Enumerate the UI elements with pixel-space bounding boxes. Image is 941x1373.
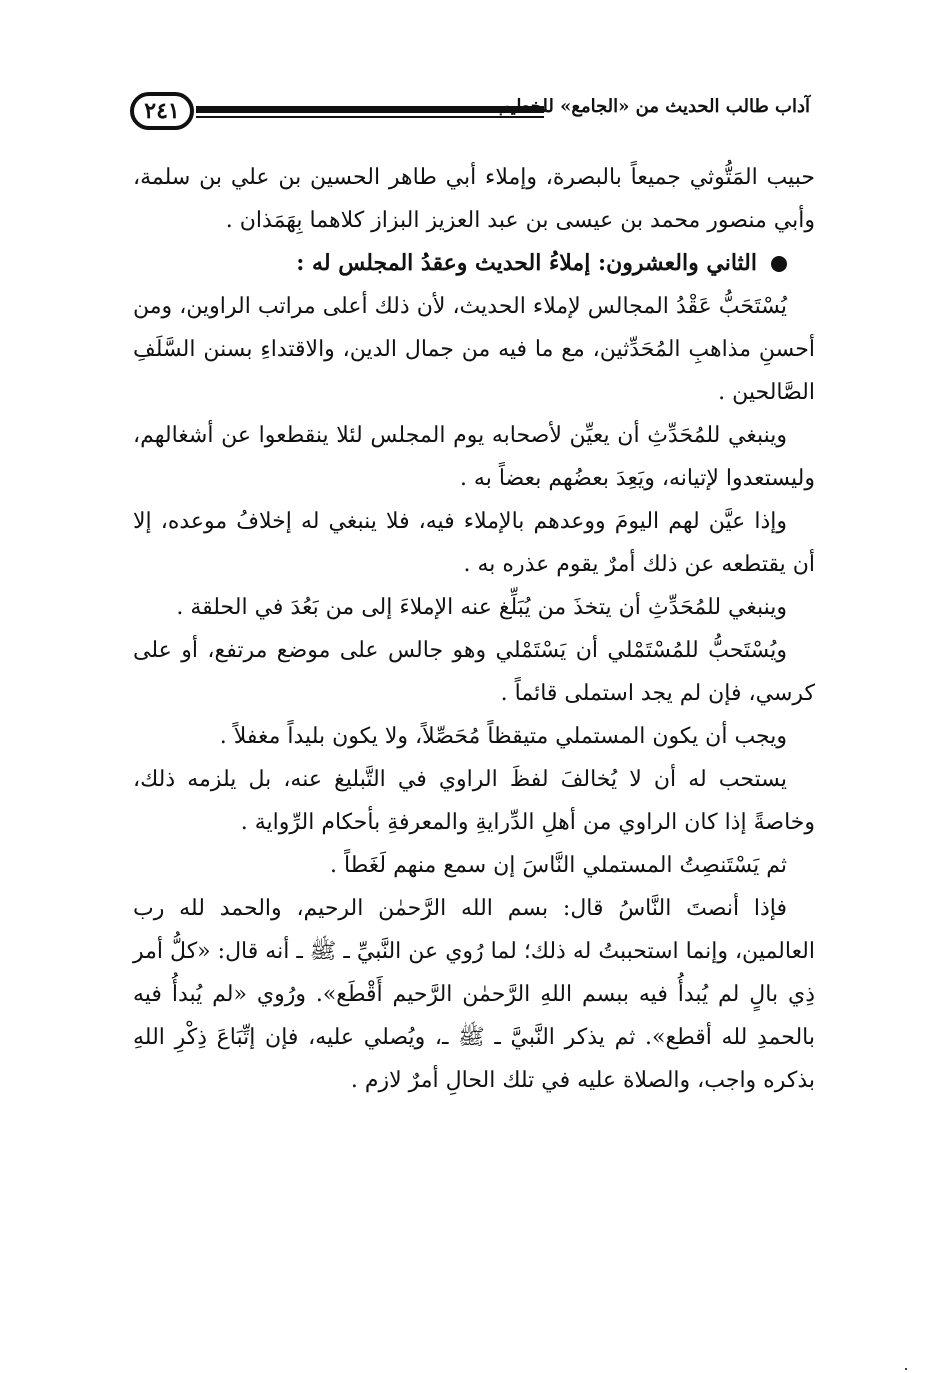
paragraph: ويجب أن يكون المستملي متيقظاً مُحَصِّلاً، ولا يكون بليداً مغفلاً . — [219, 724, 787, 749]
paragraph: وينبغي للمُحَدِّثِ أن يعيِّن لأصحابه يوم المجلس لئلا ينقطعوا عن أشغالهم، وليستعدوا لإتيانه، ويَعِدَ بعضُهم بعضاً به . — [133, 423, 815, 491]
paragraph: حبيب المَتُّوثي جميعاً بالبصرة، وإملاء أبي طاهر الحسين بن علي بن سلمة، وأبي منصور محمد بن عيسى بن عبد العزيز البزاز كلاهما بِهَمَذان . — [133, 165, 815, 233]
paragraph: ويُسْتَحبُّ للمُسْتَمْلي أن يَسْتَمْلي وهو جالس على موضع مرتفع، أو على كرسي، فإن لم يجد استملى قائماً . — [133, 638, 815, 706]
section-heading — [133, 242, 815, 285]
bullet-icon — [771, 256, 787, 272]
paragraph: فإذا أنصتَ النَّاسُ قال: بسم الله الرَّحمٰن الرحيم، والحمد لله رب العالمين، وإنما استحببتُ له ذلك؛ لما رُوي عن النَّبيِّ ـ ﷺ ـ أنه قال: «كلُّ أمر ذِي بالٍ لم يُبدأُ فيه ببسم اللهِ الرَّحمٰن الرَّحيم أَقْطَع». ورُوي «لم يُبدأُ فيه بالحمدِ لله أقطع». ثم يذكر النَّبيَّ ـ ﷺ ـ، ويُصلي عليه، فإن إتِّبَاعَ ذِكْرِ اللهِ بذكره واجب، والصلاة عليه في تلك الحالِ أمرٌ لازم . — [133, 896, 815, 1093]
paragraph: ثم يَسْتَنصِتُ المستملي النَّاسَ إن سمع منهم لَغَطاً . — [330, 853, 787, 878]
header-rule — [196, 106, 544, 120]
paragraph: يُسْتَحَبُّ عَقْدُ المجالس لإملاء الحديث، لأن ذلك أعلى مراتب الراوين، ومن أحسنِ مذاهبِ المُحَدِّثين، مع ما فيه من جمال الدين، والاقتداءِ بسنن السَّلَفِ الصَّالحين . — [133, 294, 815, 405]
scan-speck — [905, 1368, 907, 1370]
section-heading-text: الثاني والعشرون: إملاءُ الحديث وعقدُ المجلس له : — [296, 250, 757, 276]
page-number-text: ٢٤١ — [144, 98, 180, 124]
paragraph: وينبغي للمُحَدِّثِ أن يتخذَ من يُبَلِّغ عنه الإملاءَ إلى من بَعُدَ في الحلقة . — [176, 595, 787, 620]
page-header — [130, 88, 810, 138]
page-number — [130, 92, 194, 130]
header-rule-thin — [196, 116, 544, 118]
paragraph: وإذا عيَّن لهم اليومَ ووعدهم بالإملاء فيه، فلا ينبغي له إخلافُ موعده، إلا أن يقتطعه عن ذلك أمرٌ يقوم عذره به . — [133, 509, 815, 577]
paragraph: يستحب له أن لا يُخالفَ لفظَ الراوي في التَّبليغ عنه، بل يلزمه ذلك، وخاصةً إذا كان الراوي من أهلِ الدِّرايةِ والمعرفةِ بأحكام الرِّواية . — [133, 767, 815, 835]
header-rule-thick — [196, 106, 544, 113]
body-text — [133, 156, 815, 1102]
running-title: آداب طالب الحديث من «الجامع» للخطيب — [492, 96, 810, 117]
